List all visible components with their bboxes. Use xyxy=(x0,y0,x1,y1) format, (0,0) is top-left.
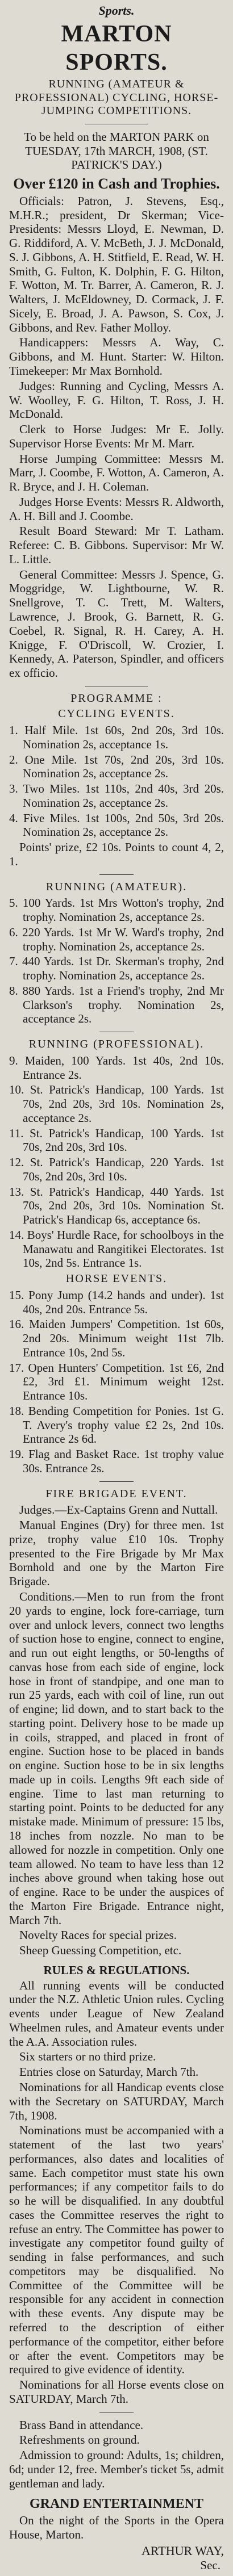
fire-heading: FIRE BRIGADE EVENT. xyxy=(45,1487,188,1500)
horse-heading: HORSE EVENTS. xyxy=(65,1272,168,1285)
judges-horse: Judges Horse Events: Messrs R. Aldworth, A. H. Bill and J. Coombe. xyxy=(9,495,224,523)
list-item: 10. St. Patrick's Handicap, 100 Yards. 1st 70s, 2nd 20s, 3rd 10s. Nomination 2s, acceptance 2s. xyxy=(9,1083,224,1125)
page-title: MARTON SPORTS. xyxy=(61,20,172,76)
amateur-heading: RUNNING (AMATEUR). xyxy=(45,880,188,893)
judges: Judges: Running and Cycling, Messrs A. W. Woolley, F. G. Hilton, T. Ross, J. H. McDonald. xyxy=(9,379,224,421)
entertainment-heading: GRAND ENTERTAINMENT xyxy=(29,2497,204,2512)
entertainment-notice: On the night of the Sports in the Opera House, Marton. xyxy=(9,2513,224,2541)
list-item: 17. Open Hunters' Competition. 1st £6, 2nd £2, 3rd £1. Minimum weight 12st. Entrance 10s. xyxy=(9,1360,224,1403)
list-item: Six starters or no third prize. xyxy=(19,2050,156,2064)
band-notice: Brass Band in attendance. xyxy=(19,2418,144,2432)
horse-committee: Horse Jumping Committee: Messrs M. Marr, J. Coombe, F. Wotton, A. Cameron, A. R. Bryce, and J. H. Coleman. xyxy=(9,451,224,494)
list-item: Novelty Races for special prizes. xyxy=(19,1928,177,1942)
prize-banner: Over £120 in Cash and Trophies. xyxy=(13,175,220,192)
clerk-horse-judges: Clerk to Horse Judges: Mr E. Jolly. Supervisor Horse Events: Mr M. Marr. xyxy=(9,422,224,450)
list-item: 7. 440 Yards. 1st Dr. Skerman's trophy, 2nd trophy. Nomination 2s, acceptance 2s. xyxy=(9,954,224,983)
list-item: 13. St. Patrick's Handicap, 440 Yards. 1st 70s, 2nd 20s, 3rd 10s. Nomination St. Patrick's Handicap 6s, acceptance 6s. xyxy=(9,1184,224,1227)
list-item: 8. 880 Yards. 1st a Friend's trophy, 2nd Mr Clarkson's trophy. Nomination 2s, acceptance 2s. xyxy=(9,983,224,1026)
list-item: 11. St. Patrick's Handicap, 100 Yards. 1st 70s, 2nd 20s, 3rd 10s. xyxy=(9,1126,224,1154)
divider xyxy=(99,1481,134,1482)
divider xyxy=(99,874,134,875)
list-item: Judges.—Ex-Captains Grenn and Nuttall. xyxy=(19,1503,218,1517)
rules-heading: RULES & REGULATIONS. xyxy=(43,1963,190,1977)
list-item: 5. 100 Yards. 1st Mrs Wotton's trophy, 2nd trophy. Nomination 2s, acceptance 2s. xyxy=(9,896,224,924)
list-item: 14. Boys' Hurdle Race, for schoolboys in the Manawatu and Rangitikei Electorates. 1st 10s, 2nd 5s. Entrance 1s. xyxy=(9,1228,224,1270)
secretary-title: Sec. xyxy=(200,2558,220,2573)
pro-heading: RUNNING (PROFESSIONAL). xyxy=(28,1038,205,1051)
result-board: Result Board Steward: Mr T. Latham. Referee: C. B. Gibbons. Supervisor: Mr W. L. Little. xyxy=(9,524,224,566)
list-item: 19. Flag and Basket Race. 1st trophy value 30s. Entrance 2s. xyxy=(9,1447,224,1476)
list-item: Manual Engines (Dry) for three men. 1st prize, trophy value £10 10s. Trophy presented to the Fire Brigade by Mr Max Bornhold and one by the Marton Fire Brigade. xyxy=(9,1518,224,1589)
refreshments-notice: Refreshments on ground. xyxy=(19,2433,140,2447)
list-item: 18. Bending Competition for Ponies. 1st G. T. Avery's trophy value £2 2s, 2nd 10s. Entrance 2s 6d. xyxy=(9,1404,224,1446)
admission-notice: Admission to ground: Adults, 1s; children, 6d; under 12, free. Member's ticket 5s, admit gentleman and lady. xyxy=(9,2448,224,2490)
list-item: Entries close on Saturday, March 7th. xyxy=(19,2065,199,2079)
list-item: 16. Maiden Jumpers' Competition. 1st 60s, 2nd 20s. Minimum weight 11st 7lb. Entrance 10s, 2nd 5s. xyxy=(9,1317,224,1359)
list-item: Points' prize, £2 10s. Points to count 4, 2, 1. xyxy=(9,840,224,868)
list-item: Conditions.—Men to run from the front 20 yards to engine, lock fore-carriage, turn over and unlock levers, connect two lengths of suction hose to engine, connect to engine, and run out eight lengths, or 50-lengths of canvas hose from each side of engine, lock hose in front of standpipe, and one man to run 25 yards, each with coil of line, run out of engine; lid down, and to start back to the starting point. Delivery hose to be made up in coils, strapped, and placed in front of engine. Suction hose to be placed in bands on engine. Suction hose to be in six lengths made up in coils. Lengths 9ft each side of engine. Time to last man returning to starting point. Points to be deducted for any mistake made. Minimum of pressure: 15 lbs, 18 inches from nozzle. No man to be allowed for nozzle in competition. Only one team allowed. No team to have less than 12 inches above ground when taking hose out of engine. Race to be under the auspices of the Marton Fire Brigade. Entrance night, March 7th. xyxy=(9,1589,224,1927)
list-item: 6. 220 Yards. 1st Mr W. Ward's trophy, 2nd trophy. Nomination 2s, acceptance 2s. xyxy=(9,925,224,953)
list-item: Sheep Guessing Competition, etc. xyxy=(19,1943,182,1958)
event-date: To be held on the MARTON PARK on TUESDAY, 17th MARCH, 1908, (ST. PATRICK'S DAY.) xyxy=(24,129,209,172)
list-item: 4. Five Miles. 1st 100s, 2nd 50s, 3rd 20s. Nomination 2s, acceptance 2s. xyxy=(9,811,224,839)
list-item: All running events will be conducted under the N.Z. Athletic Union rules. Cycling events under League of New Zealand Wheelmen rules, and Amateur events under the A.A. Association rules. xyxy=(9,1978,224,2049)
programme-heading: PROGRAMME : xyxy=(70,692,163,705)
cycling-list xyxy=(9,723,224,869)
officials: Officials: Patron, J. Stevens, Esq., M.H.R.; president, Dr Skerman; Vice-Presidents: Messrs Lloyd, E. Newman, D. G. Riddiford, A. V. McBeth, J. J. McDonald, S. J. Gibbons, A. H. Stitfield, E. Read, W. H. Smith, G. Fulton, K. Dolphin, F. G. Hilton, F. Wotton, M. Tr. Barrer, A. Cameron, R. J. Walters, J. McEldowney, D. Cormack, J. F. Sicely, E. Broad, J. A. Pawson, S. Cox, J. Gibbons, and Rev. Father Molloy. xyxy=(9,194,224,334)
list-item: Nominations for all Handicap events close with the Secretary on SATURDAY, March 7th, 1908. xyxy=(9,2080,224,2122)
subtitle: RUNNING (AMATEUR & PROFESSIONAL) CYCLING, HORSE-JUMPING COMPETITIONS. xyxy=(14,78,219,118)
list-item: 12. St. Patrick's Handicap, 220 Yards. 1st 70s, 2nd 20s, 3rd 10s. xyxy=(9,1155,224,1183)
handicappers: Handicappers: Messrs A. Way, C. Gibbons, and M. Hunt. Starter: W. Hilton. Timekeeper: Mr Max Bornhold. xyxy=(9,336,224,378)
fire-list xyxy=(9,1503,224,1958)
list-item: Nominations must be accompanied with a statement of the last two years' performances, also dates and localities of same. Each competitor must state his own performances; if any competitor fails to do so he will be disqualified. In any doubtful cases the Committee reserves the right to refuse an entry. The Committee has power to investigate any competitor found guilty of sending in false performances, and such competitors may be disqualified. No Committee of the Committee will be responsible for any accident in connection with these events. Any dispute may be referred to the description of either performance of the competitor, either before or after the event. Competitors may be required to give evidence of identity. xyxy=(9,2123,224,2377)
cycling-heading: CYCLING EVENTS. xyxy=(58,707,175,721)
amateur-list xyxy=(9,896,224,1026)
list-item: 3. Two Miles. 1st 110s, 2nd 40s, 3rd 20s. Nomination 2s, acceptance 2s. xyxy=(9,782,224,810)
secretary-name: ARTHUR WAY, xyxy=(142,2544,224,2558)
list-item: 15. Pony Jump (14.2 hands and under). 1st 40s, 2nd 20s. Entrance 5s. xyxy=(9,1288,224,1316)
list-item: 1. Half Mile. 1st 60s, 2nd 20s, 3rd 10s. Nomination 2s, acceptance 1s. xyxy=(9,723,224,751)
horse-list xyxy=(9,1288,224,1476)
section-heading: Sports. xyxy=(98,3,135,18)
list-item: 2. One Mile. 1st 70s, 2nd 20s, 3rd 10s. Nomination 2s, acceptance 2s. xyxy=(9,752,224,781)
horse-nominations: Nominations for all Horse events close on SATURDAY, March 7th. xyxy=(9,2378,224,2406)
list-item: 9. Maiden, 100 Yards. 1st 40s, 2nd 10s. Entrance 2s. xyxy=(9,1053,224,1082)
general-committee: General Committee: Messrs J. Spence, G. Moggridge, W. Lightbourne, W. R. Snellgrove, T. C. Trett, M. Walters, Lawrence, J. Brook, G. Barnett, R. G. Coebel, R. Signal, R. H. Carey, A. H. Knigge, F. O'Driscoll, W. Crozier, I. Kennedy, A. Paterson, Spindler, and officers ex officio. xyxy=(9,567,224,680)
pro-list xyxy=(9,1054,224,1270)
